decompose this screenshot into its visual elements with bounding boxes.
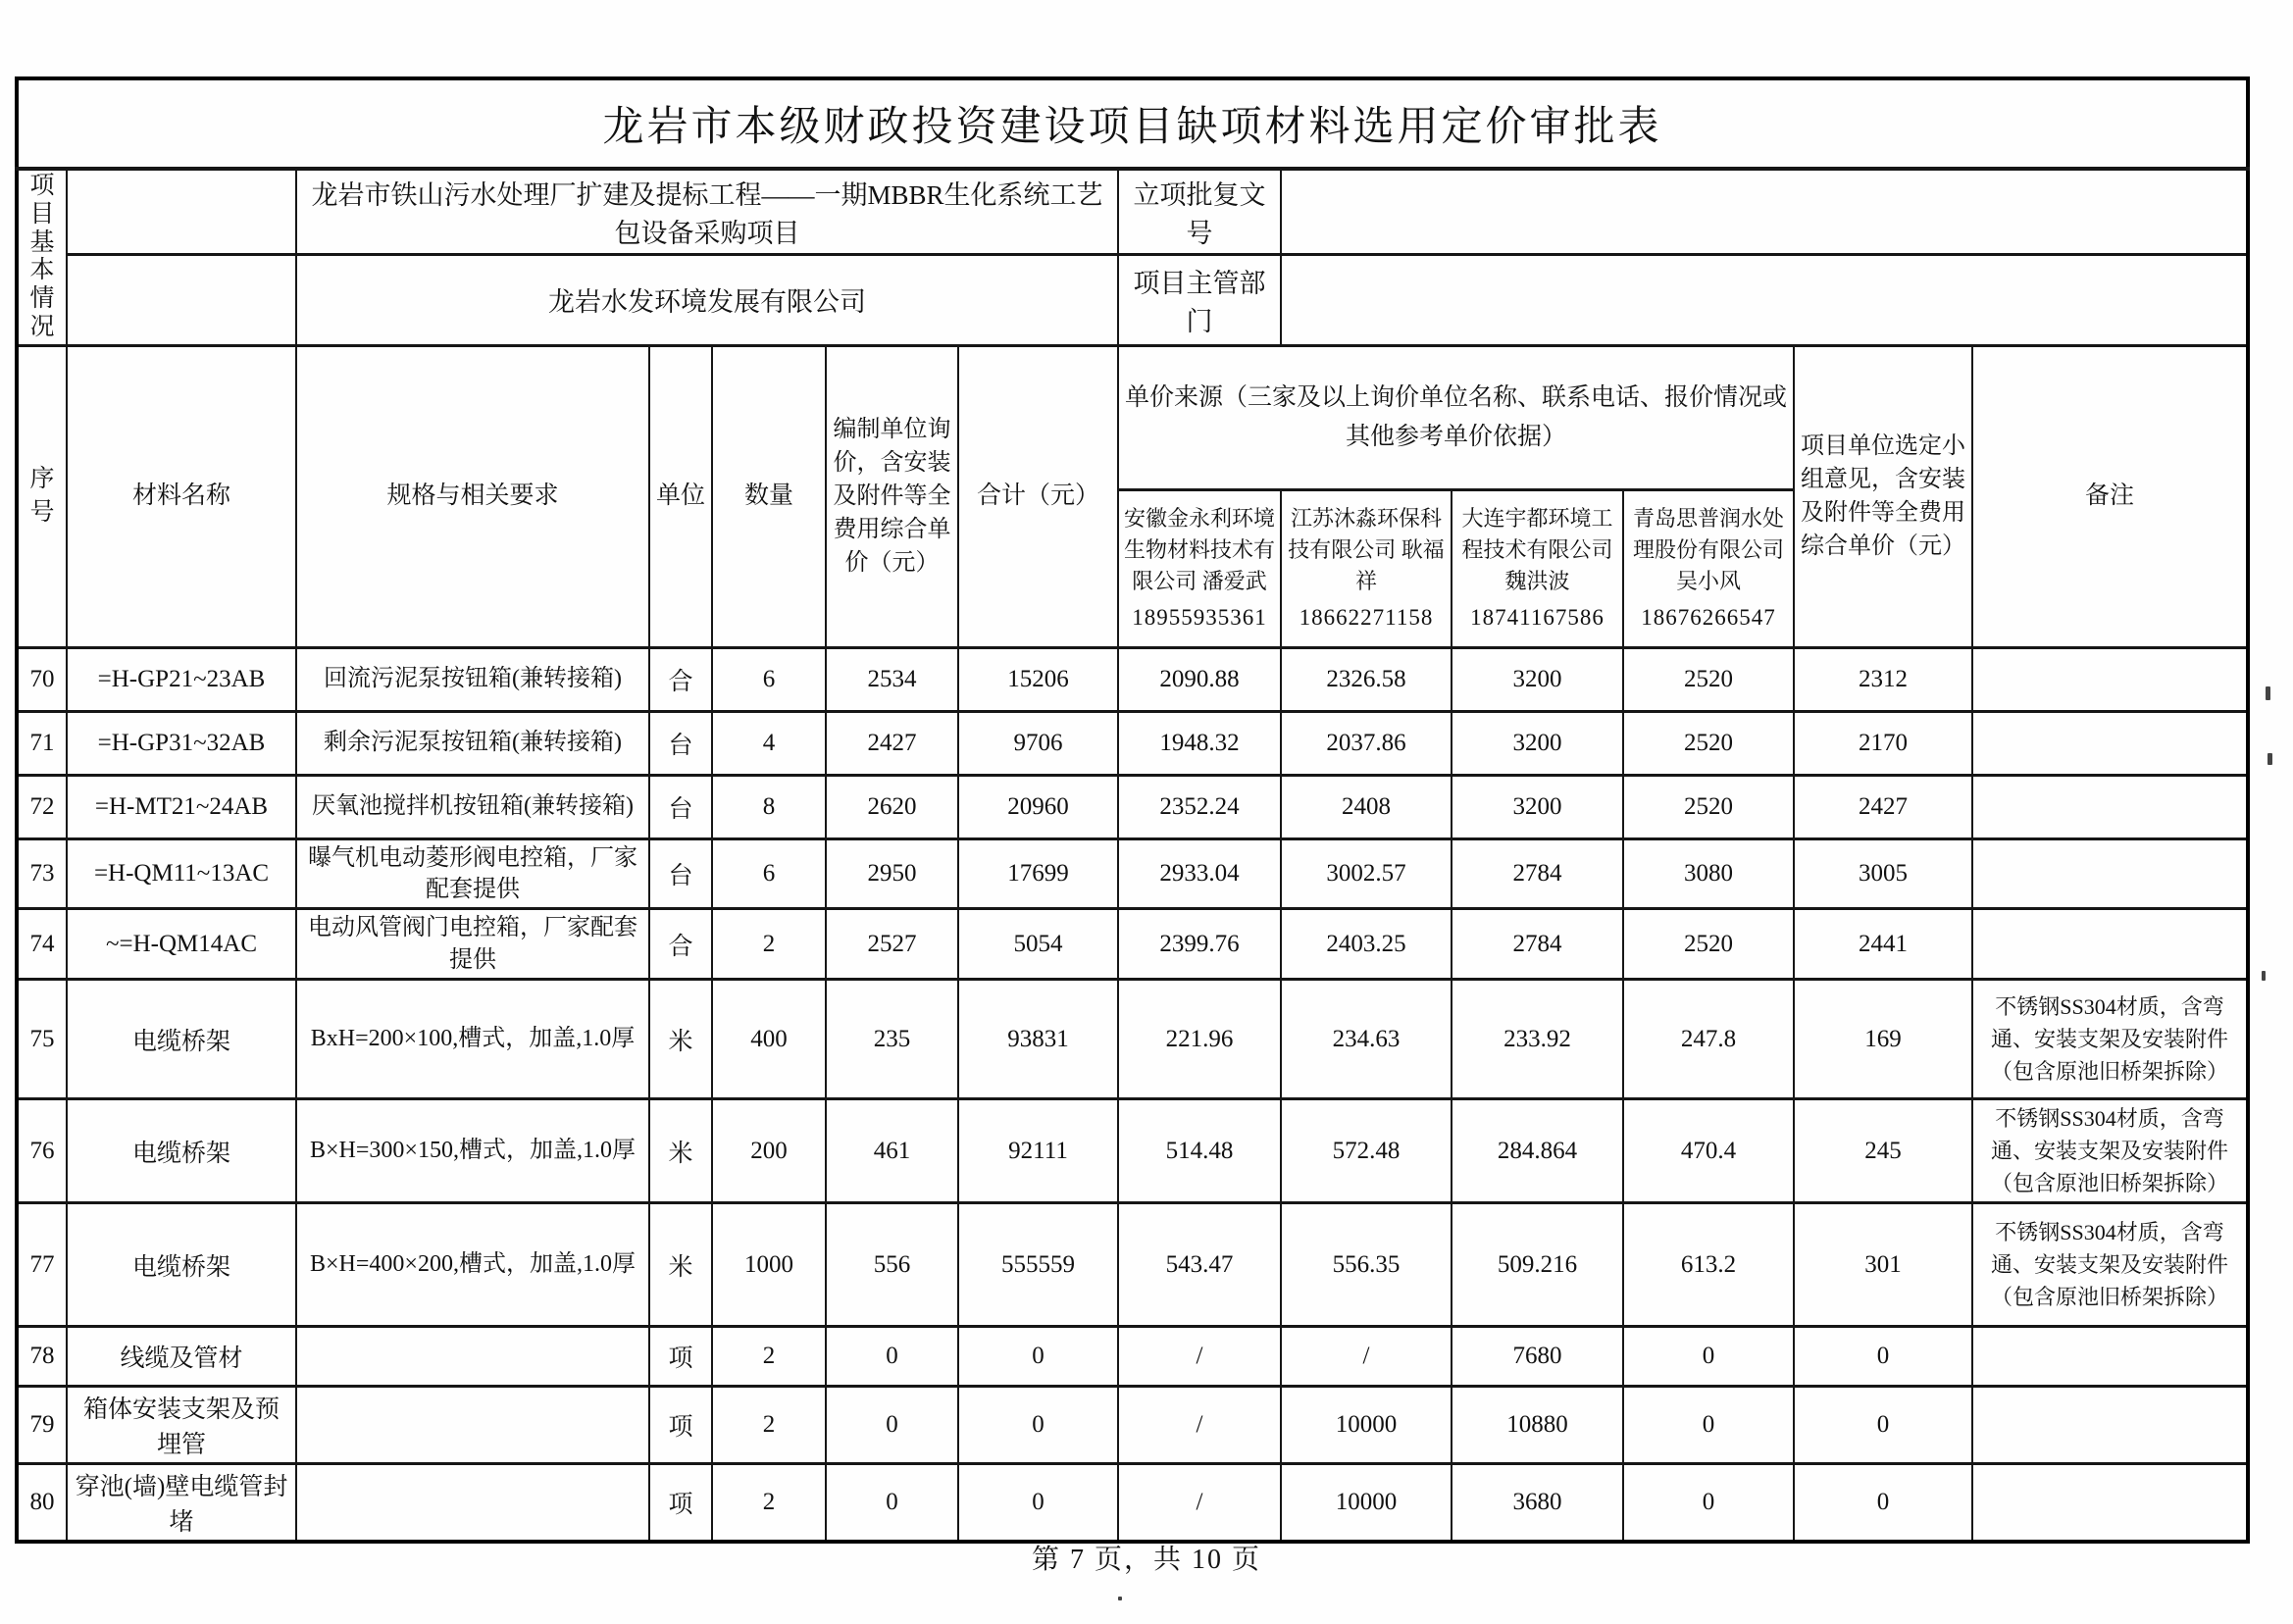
cell-quote-2: 2403.25 (1281, 909, 1452, 980)
cell-quote-1: 2399.76 (1118, 909, 1281, 980)
cell-selected: 0 (1794, 1327, 1972, 1387)
scan-speck (2262, 971, 2266, 981)
cell-no: 74 (17, 909, 67, 980)
title-row (17, 78, 2248, 169)
col-header-note: 备注 (1972, 345, 2248, 647)
table-row (17, 909, 2248, 980)
table-row (17, 1203, 2248, 1327)
cell-total: 15206 (958, 647, 1118, 711)
cell-quote-1: / (1118, 1464, 1281, 1543)
cell-spec (296, 1464, 649, 1543)
cell-no: 76 (17, 1099, 67, 1203)
table-row (17, 647, 2248, 711)
cell-unit: 项 (649, 1464, 712, 1543)
cell-total: 20960 (958, 775, 1118, 838)
info-row-1 (17, 169, 2248, 254)
cell-no: 78 (17, 1327, 67, 1387)
cell-qty: 2 (712, 1387, 826, 1464)
cell-selected: 301 (1794, 1203, 1972, 1327)
cell-unit: 台 (649, 838, 712, 909)
info-section-label: 项目基本情况 (29, 173, 55, 340)
supplier-3-phone: 18741167586 (1470, 604, 1605, 630)
cell-total: 93831 (958, 980, 1118, 1099)
cell-unit: 米 (649, 1203, 712, 1327)
cell-unit: 台 (649, 775, 712, 838)
col-header-material: 材料名称 (67, 345, 296, 647)
cell-note (1972, 711, 2248, 775)
cell-material: 电缆桥架 (67, 1203, 296, 1327)
table-row (17, 1099, 2248, 1203)
cell-material: =H-MT21~24AB (67, 775, 296, 838)
cell-total: 9706 (958, 711, 1118, 775)
cell-unit-price: 235 (826, 980, 958, 1099)
supplier-header-2 (1281, 489, 1452, 647)
dept-label: 项目主管部门 (1118, 254, 1281, 345)
cell-spec: 曝气机电动菱形阀电控箱，厂家配套提供 (296, 838, 649, 909)
form-title: 龙岩市本级财政投资建设项目缺项材料选用定价审批表 (17, 78, 2248, 169)
cell-quote-4: 613.2 (1623, 1203, 1794, 1327)
cell-quote-2: 2037.86 (1281, 711, 1452, 775)
cell-note (1972, 838, 2248, 909)
cell-quote-2: 10000 (1281, 1387, 1452, 1464)
page-number-footer: 第 7 页，共 10 页 (1031, 1545, 1261, 1575)
cell-quote-4: 470.4 (1623, 1099, 1794, 1203)
table-row (17, 1387, 2248, 1464)
cell-selected: 2441 (1794, 909, 1972, 980)
cell-unit: 米 (649, 980, 712, 1099)
cell-total: 92111 (958, 1099, 1118, 1203)
cell-unit-price: 2620 (826, 775, 958, 838)
table-row (17, 775, 2248, 838)
cell-note (1972, 1387, 2248, 1464)
cell-quote-3: 284.864 (1452, 1099, 1623, 1203)
col-header-no: 序号 (17, 345, 67, 647)
cell-quote-3: 3200 (1452, 647, 1623, 711)
cell-total: 17699 (958, 838, 1118, 909)
approval-doc-value-cell (1281, 169, 2248, 254)
cell-quote-2: 2408 (1281, 775, 1452, 838)
cell-total: 0 (958, 1327, 1118, 1387)
cell-note (1972, 1464, 2248, 1543)
cell-unit-price: 2527 (826, 909, 958, 980)
supplier-header-4 (1623, 489, 1794, 647)
supplier-2-phone: 18662271158 (1299, 604, 1434, 630)
cell-material: 箱体安装支架及预埋管 (67, 1387, 296, 1464)
cell-quote-2: 556.35 (1281, 1203, 1452, 1327)
cell-material: 线缆及管材 (67, 1327, 296, 1387)
cell-selected: 2312 (1794, 647, 1972, 711)
cell-spec (296, 1387, 649, 1464)
cell-total: 0 (958, 1464, 1118, 1543)
supplier-3-name: 大连宇都环境工程技术有限公司 魏洪波 (1461, 505, 1613, 593)
cell-quote-3: 509.216 (1452, 1203, 1623, 1327)
cell-qty: 2 (712, 1327, 826, 1387)
cell-unit: 项 (649, 1387, 712, 1464)
cell-quote-4: 3080 (1623, 838, 1794, 909)
cell-material: ~=H-QM14AC (67, 909, 296, 980)
cell-spec (296, 1327, 649, 1387)
supplier-2-name: 江苏沐淼环保科技有限公司 耿福祥 (1288, 505, 1445, 593)
supplier-header-1 (1118, 489, 1281, 647)
supplier-header-3 (1452, 489, 1623, 647)
col-header-total: 合计（元） (958, 345, 1118, 647)
cell-empty (67, 254, 296, 345)
cell-note: 不锈钢SS304材质，含弯通、安装支架及安装附件（包含原池旧桥架拆除） (1972, 1099, 2248, 1203)
cell-empty (67, 169, 296, 254)
cell-note: 不锈钢SS304材质，含弯通、安装支架及安装附件（包含原池旧桥架拆除） (1972, 1203, 2248, 1327)
cell-selected: 2170 (1794, 711, 1972, 775)
cell-spec: BxH=200×100,槽式，加盖,1.0厚 (296, 980, 649, 1099)
cell-quote-1: 2090.88 (1118, 647, 1281, 711)
cell-quote-1: 221.96 (1118, 980, 1281, 1099)
table-row (17, 1327, 2248, 1387)
cell-quote-1: 1948.32 (1118, 711, 1281, 775)
cell-material: =H-GP21~23AB (67, 647, 296, 711)
cell-quote-2: 234.63 (1281, 980, 1452, 1099)
cell-total: 555559 (958, 1203, 1118, 1327)
cell-material: 电缆桥架 (67, 1099, 296, 1203)
cell-qty: 400 (712, 980, 826, 1099)
cell-no: 80 (17, 1464, 67, 1543)
header-row-main (17, 345, 2248, 489)
cell-quote-2: 3002.57 (1281, 838, 1452, 909)
scan-speck (2268, 753, 2272, 765)
cell-quote-3: 2784 (1452, 909, 1623, 980)
cell-unit: 台 (649, 711, 712, 775)
cell-unit-price: 556 (826, 1203, 958, 1327)
cell-unit-price: 0 (826, 1387, 958, 1464)
cell-qty: 4 (712, 711, 826, 775)
cell-unit-price: 2950 (826, 838, 958, 909)
cell-quote-2: 572.48 (1281, 1099, 1452, 1203)
cell-quote-1: 2933.04 (1118, 838, 1281, 909)
cell-quote-3: 3680 (1452, 1464, 1623, 1543)
project-name: 龙岩市铁山污水处理厂扩建及提标工程——一期MBBR生化系统工艺包设备采购项目 (296, 169, 1118, 254)
cell-selected: 169 (1794, 980, 1972, 1099)
scan-speck (2266, 686, 2270, 700)
cell-selected: 2427 (1794, 775, 1972, 838)
cell-quote-4: 2520 (1623, 775, 1794, 838)
supplier-1-name: 安徽金永利环境生物材料技术有限公司 潘爱武 (1123, 505, 1275, 593)
cell-note: 不锈钢SS304材质，含弯通、安装支架及安装附件（包含原池旧桥架拆除） (1972, 980, 2248, 1099)
scan-speck (1118, 1597, 1122, 1600)
cell-unit-price: 0 (826, 1464, 958, 1543)
cell-unit-price: 461 (826, 1099, 958, 1203)
cell-note (1972, 1327, 2248, 1387)
table-row (17, 1464, 2248, 1543)
cell-quote-4: 2520 (1623, 909, 1794, 980)
cell-material: 穿池(墙)壁电缆管封堵 (67, 1464, 296, 1543)
cell-quote-4: 0 (1623, 1327, 1794, 1387)
cell-quote-3: 3200 (1452, 775, 1623, 838)
approval-form-table (15, 76, 2250, 1544)
cell-qty: 200 (712, 1099, 826, 1203)
table-row (17, 711, 2248, 775)
cell-unit: 合 (649, 909, 712, 980)
col-header-compiled-price: 编制单位询价，含安装及附件等全费用综合单价（元） (826, 345, 958, 647)
col-header-qty: 数量 (712, 345, 826, 647)
cell-unit: 项 (649, 1327, 712, 1387)
cell-material: =H-GP31~32AB (67, 711, 296, 775)
cell-quote-4: 2520 (1623, 711, 1794, 775)
cell-quote-1: / (1118, 1327, 1281, 1387)
supplier-4-name: 青岛思普润水处理股份有限公司 吴小风 (1632, 505, 1784, 593)
cell-unit-price: 2534 (826, 647, 958, 711)
cell-qty: 6 (712, 838, 826, 909)
cell-total: 0 (958, 1387, 1118, 1464)
cell-selected: 3005 (1794, 838, 1972, 909)
info-row-2 (17, 254, 2248, 345)
cell-no: 70 (17, 647, 67, 711)
cell-selected: 0 (1794, 1387, 1972, 1464)
table-row (17, 838, 2248, 909)
cell-spec: B×H=400×200,槽式，加盖,1.0厚 (296, 1203, 649, 1327)
cell-quote-4: 0 (1623, 1464, 1794, 1543)
cell-qty: 1000 (712, 1203, 826, 1327)
table-row (17, 980, 2248, 1099)
cell-quote-3: 233.92 (1452, 980, 1623, 1099)
cell-qty: 8 (712, 775, 826, 838)
cell-no: 72 (17, 775, 67, 838)
cell-material: =H-QM11~13AC (67, 838, 296, 909)
info-section-label-cell (17, 169, 67, 345)
cell-no: 73 (17, 838, 67, 909)
cell-qty: 2 (712, 1464, 826, 1543)
col-header-selected-price: 项目单位选定小组意见，含安装及附件等全费用综合单价（元） (1794, 345, 1972, 647)
cell-quote-3: 7680 (1452, 1327, 1623, 1387)
cell-quote-3: 2784 (1452, 838, 1623, 909)
cell-quote-1: 2352.24 (1118, 775, 1281, 838)
cell-quote-1: 514.48 (1118, 1099, 1281, 1203)
cell-total: 5054 (958, 909, 1118, 980)
supplier-4-phone: 18676266547 (1641, 604, 1776, 630)
cell-unit-price: 0 (826, 1327, 958, 1387)
cell-no: 71 (17, 711, 67, 775)
cell-spec: 剩余污泥泵按钮箱(兼转接箱) (296, 711, 649, 775)
cell-quote-4: 0 (1623, 1387, 1794, 1464)
cell-spec: 电动风管阀门电控箱，厂家配套提供 (296, 909, 649, 980)
col-header-price-source-group: 单价来源（三家及以上询价单位名称、联系电话、报价情况或其他参考单价依据） (1118, 345, 1794, 489)
cell-unit-price: 2427 (826, 711, 958, 775)
dept-value-cell (1281, 254, 2248, 345)
cell-no: 79 (17, 1387, 67, 1464)
approval-doc-label: 立项批复文号 (1118, 169, 1281, 254)
cell-quote-2: 10000 (1281, 1464, 1452, 1543)
cell-quote-3: 10880 (1452, 1387, 1623, 1464)
cell-selected: 245 (1794, 1099, 1972, 1203)
cell-quote-1: 543.47 (1118, 1203, 1281, 1327)
cell-quote-2: / (1281, 1327, 1452, 1387)
cell-material: 电缆桥架 (67, 980, 296, 1099)
cell-spec: 回流污泥泵按钮箱(兼转接箱) (296, 647, 649, 711)
cell-spec: 厌氧池搅拌机按钮箱(兼转接箱) (296, 775, 649, 838)
cell-no: 75 (17, 980, 67, 1099)
cell-note (1972, 775, 2248, 838)
cell-quote-3: 3200 (1452, 711, 1623, 775)
cell-quote-4: 2520 (1623, 647, 1794, 711)
cell-unit: 合 (649, 647, 712, 711)
cell-quote-2: 2326.58 (1281, 647, 1452, 711)
cell-quote-4: 247.8 (1623, 980, 1794, 1099)
cell-unit: 米 (649, 1099, 712, 1203)
cell-spec: B×H=300×150,槽式，加盖,1.0厚 (296, 1099, 649, 1203)
cell-note (1972, 647, 2248, 711)
cell-selected: 0 (1794, 1464, 1972, 1543)
cell-no: 77 (17, 1203, 67, 1327)
supplier-1-phone: 18955935361 (1132, 604, 1267, 630)
col-header-spec: 规格与相关要求 (296, 345, 649, 647)
cell-note (1972, 909, 2248, 980)
company-name: 龙岩水发环境发展有限公司 (296, 254, 1118, 345)
col-header-unit: 单位 (649, 345, 712, 647)
cell-qty: 2 (712, 909, 826, 980)
cell-qty: 6 (712, 647, 826, 711)
cell-quote-1: / (1118, 1387, 1281, 1464)
